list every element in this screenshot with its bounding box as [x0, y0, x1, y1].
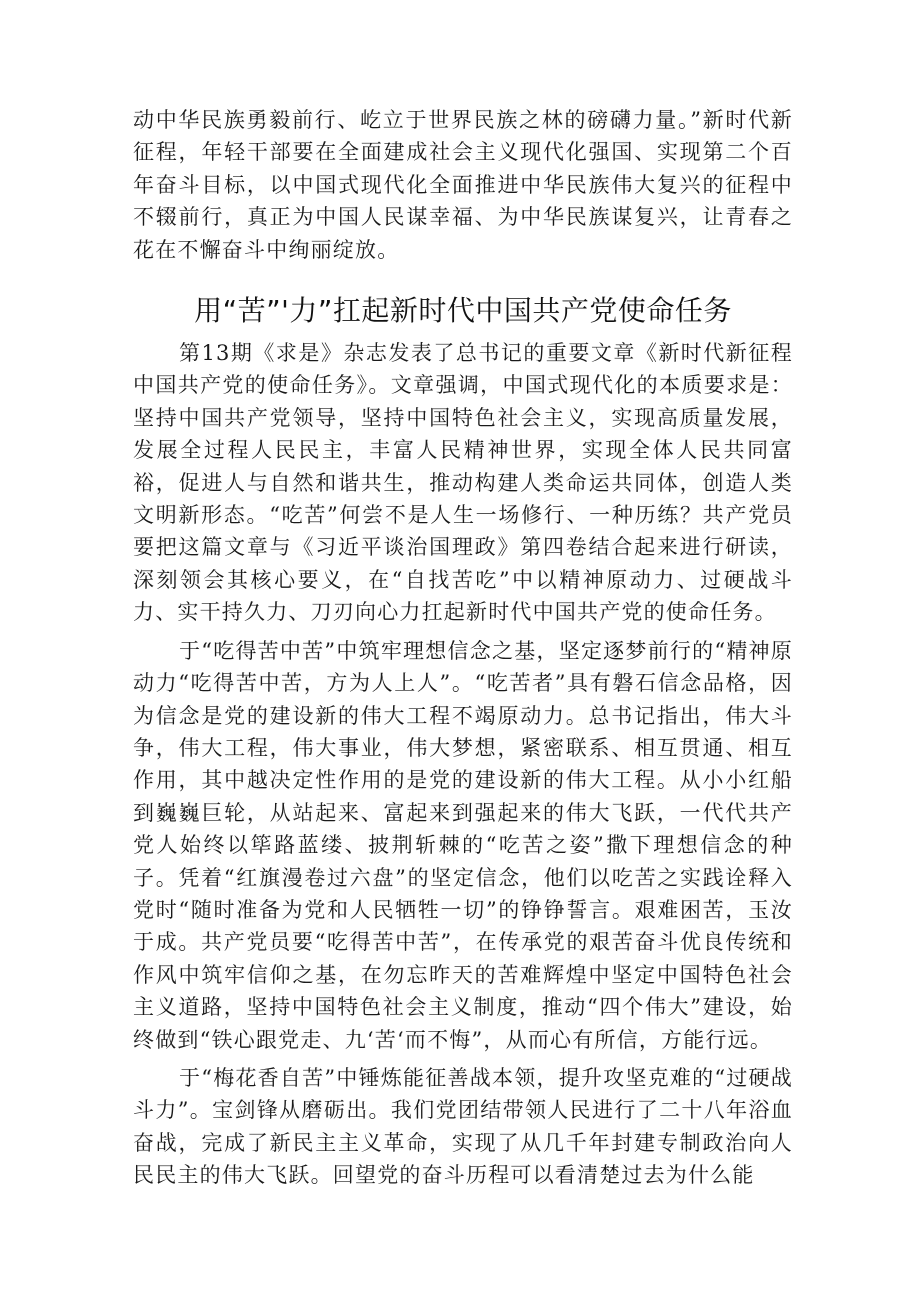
document-page	[133, 104, 793, 1192]
body-paragraph-1: 第13期《求是》杂志发表了总书记的重要文章《新时代新征程中国共产党的使命任务》。文章强调，中国式现代化的本质要求是：坚持中国共产党领导，坚持中国特色社会主义，实现高质量发展，发展全过程人民民主，丰富人民精神世界，实现全体人民共同富裕，促进人与自然和谐共生，推动构建人类命运共同体，创造人类文明新形态。“吃苦”何尝不是人生一场修行、一种历练？共产党员要把这篇文章与《习近平谈治国理政》第四卷结合起来进行研读，深刻领会其核心要义，在“自找苦吃”中以精神原动力、过硬战斗力、实干持久力、刀刃向心力扛起新时代中国共产党的使命任务。	[133, 341, 793, 625]
section-title: 用“苦”'力”扛起新时代中国共产党使命任务	[194, 294, 732, 328]
intro-paragraph: 动中华民族勇毅前行、屹立于世界民族之林的磅礴力量。”新时代新征程，年轻干部要在全面建成社会主义现代化强国、实现第二个百年奋斗目标，以中国式现代化全面推进中华民族伟大复兴的征程中不辍前行，真正为中国人民谋幸福、为中华民族谋复兴，让青春之花在不懈奋斗中绚丽绽放。	[133, 108, 793, 262]
body-paragraph-2: 于“吃得苦中苦”中筑牢理想信念之基，坚定逐梦前行的“精神原动力“吃得苦中苦，方为人上人”。“吃苦者”具有磐石信念品格，因为信念是党的建设新的伟大工程不竭原动力。总书记指出，伟大斗争，伟大工程，伟大事业，伟大梦想，紧密联系、相互贯通、相互作用，其中越决定性作用的是党的建设新的伟大工程。从小小红船到巍巍巨轮，从站起来、富起来到强起来的伟大飞跃，一代代共产党人始终以筚路蓝缕、披荆斩棘的“吃苦之姿”撒下理想信念的种子。凭着“红旗漫卷过六盘”的坚定信念，他们以吃苦之实践诠释入党时“随时准备为党和人民牺牲一切”的铮铮誓言。艰难困苦，玉汝于成。共产党员要“吃得苦中苦”，在传承党的艰苦奋斗优良传统和作风中筑牢信仰之基，在勿忘昨天的苦难辉煌中坚定中国特色社会主义道路，坚持中国特色社会主义制度，推动“四个伟大”建设，始终做到“铁心跟党走、九‘苦‘而不悔”，从而心有所信，方能行远。	[133, 638, 793, 1052]
body-paragraph-3: 于“梅花香自苦”中锤炼能征善战本领，提升攻坚克难的“过硬战斗力”。宝剑锋从磨砺出。我们党团结带领人民进行了二十八年浴血奋战，完成了新民主主义革命，实现了从几千年封建专制政治向人民民主的伟大飞跃。回望党的奋斗历程可以看清楚过去为什么能	[133, 1065, 793, 1188]
